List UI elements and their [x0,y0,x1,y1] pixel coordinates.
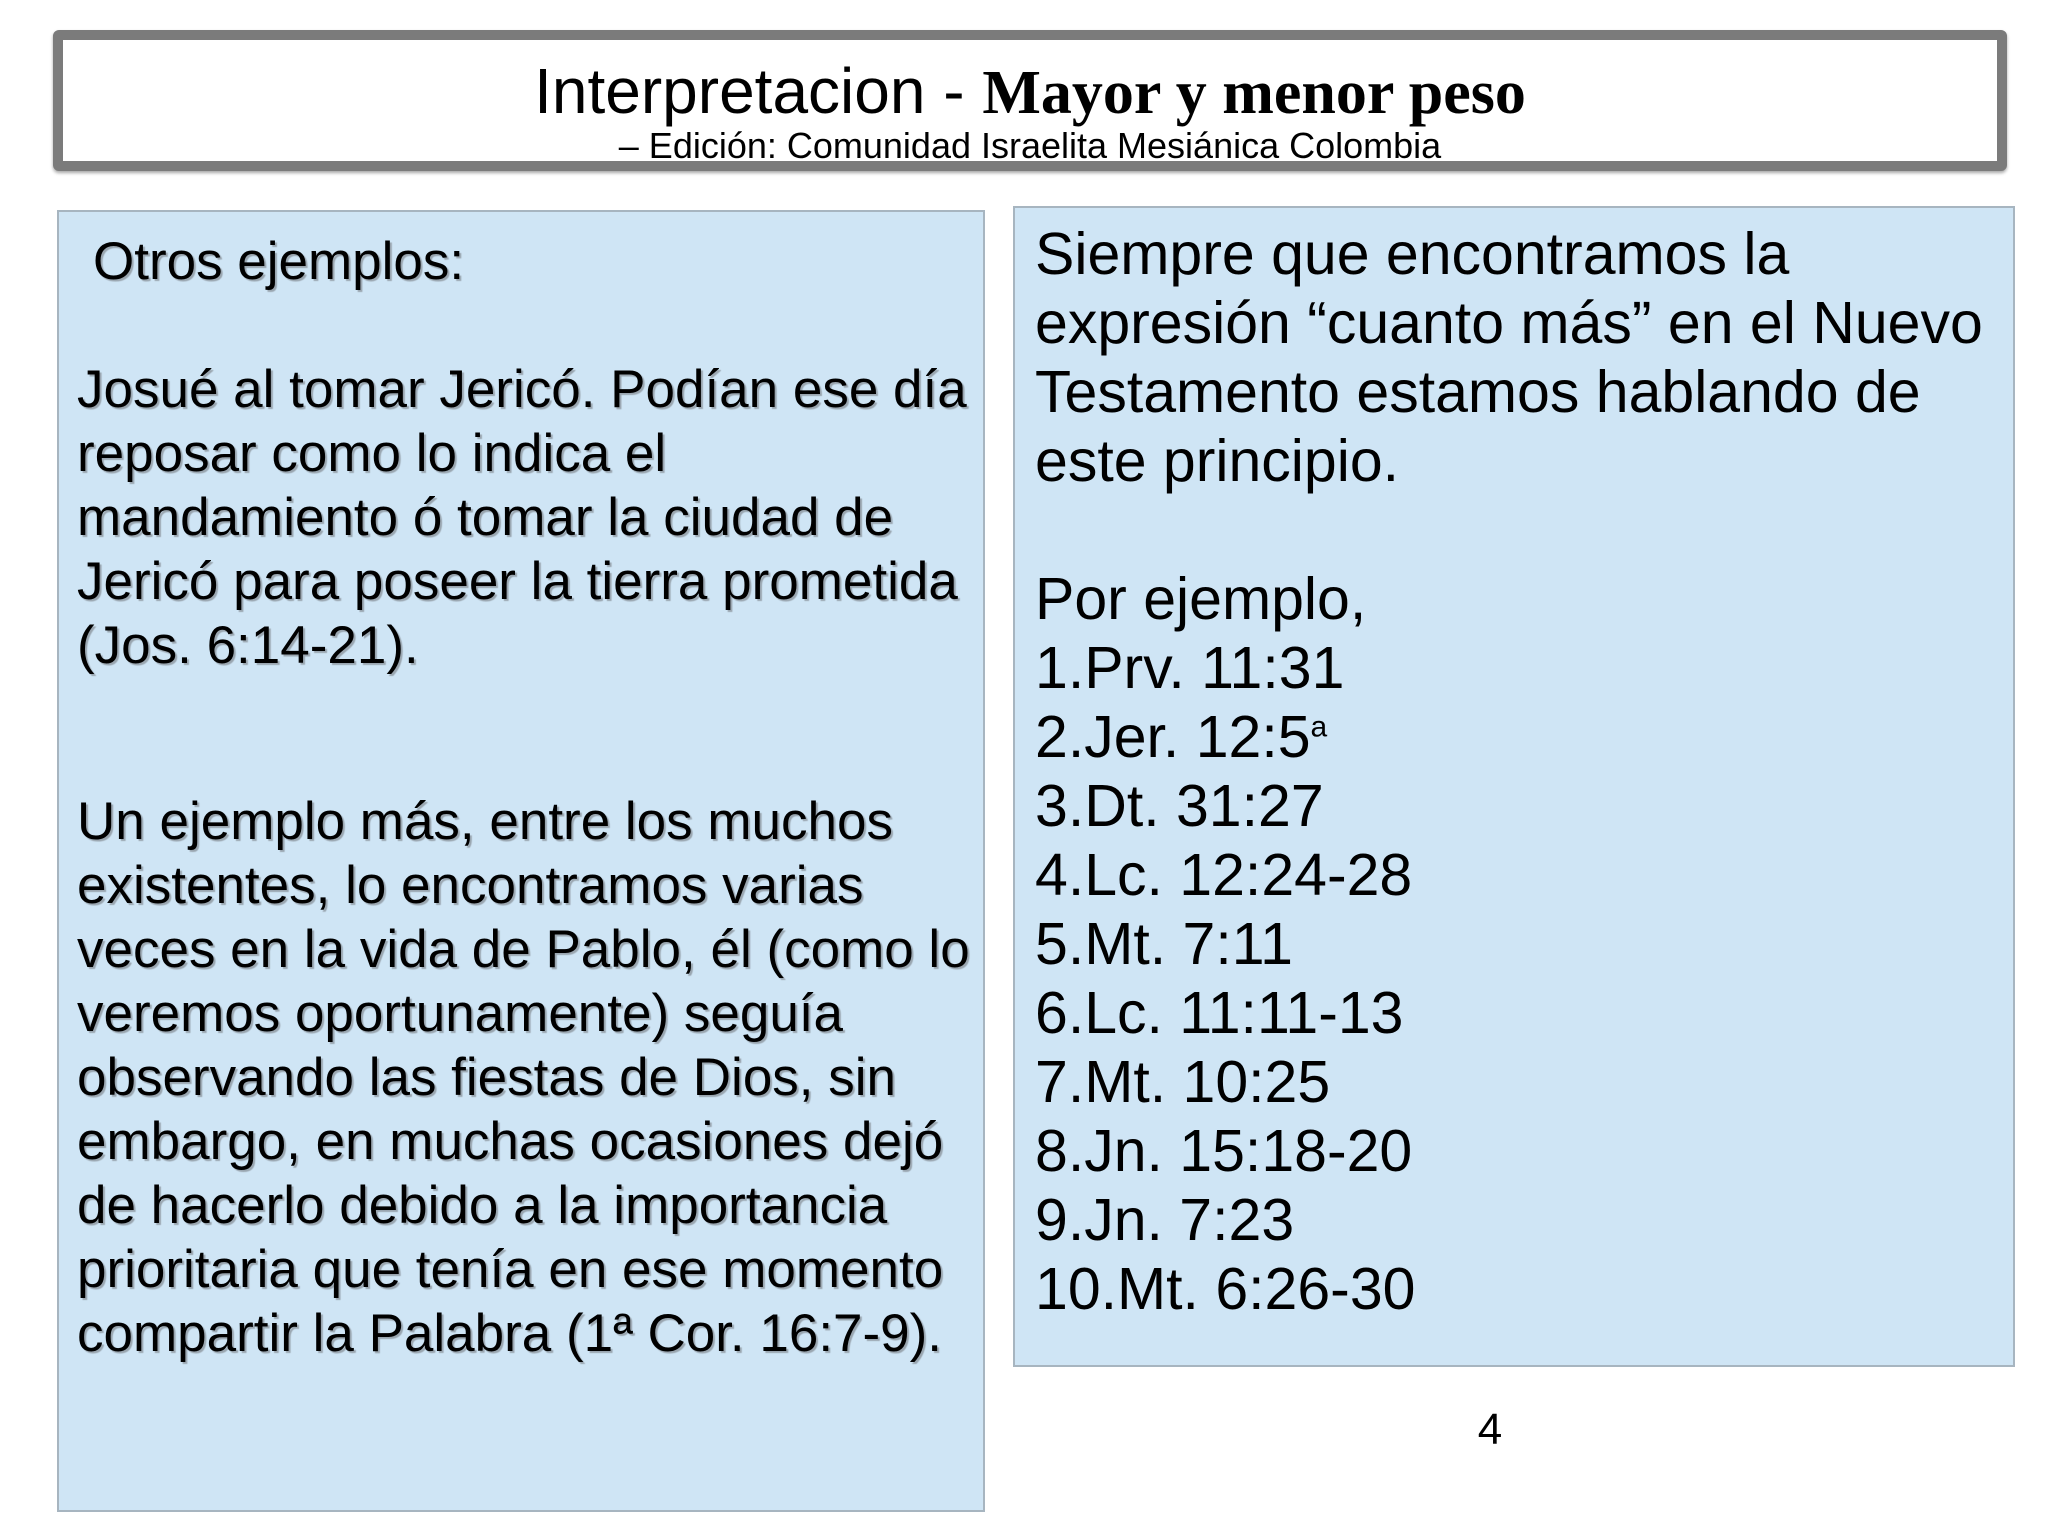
reference-item: 6.Lc. 11:11-13 [1035,980,1404,1046]
spacer [1035,496,2003,565]
left-text-panel [57,210,985,1512]
title-bold-part: Mayor y menor peso [982,59,1526,127]
principle-intro: Siempre que encontramos la expresión “cuanto más” en el Nuevo Testamento estamos hablando de este principio. [1035,221,1983,494]
spacer [77,294,973,358]
page-title [63,55,1997,127]
right-text-panel [1013,206,2015,1367]
left-panel-content [77,230,973,1366]
reference-item: 2.Jer. 12:5$^a$ [1035,704,1328,770]
paul-example-paragraph: Un ejemplo más, entre los muchos existentes, lo encontramos varias veces en la vida de Pablo, él (como lo veremos oportunamente) seguía observando las fiestas de Dios, sin embargo, en muchas ocasiones dejó de hacerlo debido a la importancia prioritaria que tenía en ese momento compartir la Palabra (1ª Cor. 16:7-9). [77,792,970,1363]
reference-list [1035,634,2003,1324]
examples-heading: Otros ejemplos: [93,232,465,291]
reference-item: 4.Lc. 12:24-28 [1035,842,1413,908]
reference-item: 5.Mt. 7:11 [1035,911,1293,977]
page-subtitle: – Edición: Comunidad Israelita Mesiánica Colombia [618,125,1442,166]
reference-superscript: a [1310,710,1328,744]
reference-item: 9.Jn. 7:23 [1035,1187,1295,1253]
right-panel-content [1035,220,2003,1324]
joshua-example-paragraph: Josué al tomar Jericó. Podían ese día reposar como lo indica el mandamiento ó tomar la ciudad de Jericó para poseer la tierra prometida (Jos. 6:14-21). [77,360,967,675]
reference-item: 10.Mt. 6:26-30 [1035,1256,1416,1322]
spacer [77,678,973,790]
reference-item: 7.Mt. 10:25 [1035,1049,1331,1115]
page-number: 4 [1477,1405,1503,1454]
reference-item: 3.Dt. 31:27 [1035,773,1324,839]
example-label: Por ejemplo, [1035,566,1367,632]
reference-item: 1.Prv. 11:31 [1035,635,1345,701]
reference-item: 8.Jn. 15:18-20 [1035,1118,1413,1184]
title-regular-part: Interpretacion - [534,55,983,127]
title-box [53,30,2007,171]
